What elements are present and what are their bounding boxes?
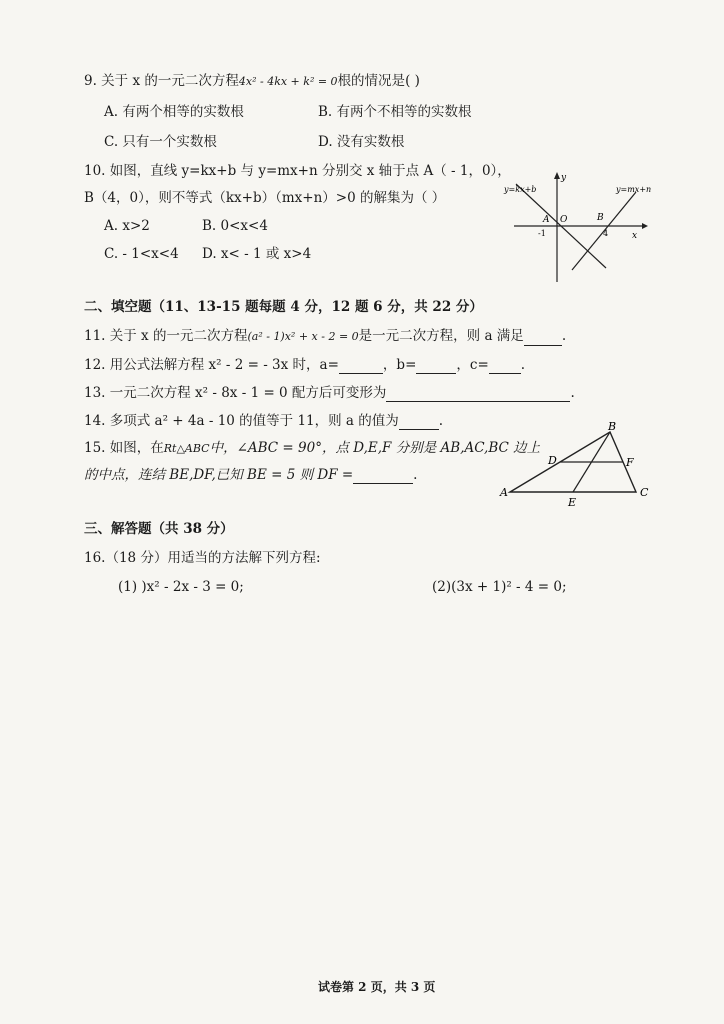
q11-blank[interactable]	[524, 331, 562, 346]
q16-part2: (2)(3x + 1)² - 4 = 0;	[432, 579, 567, 595]
label-y: y	[561, 173, 567, 183]
q13-blank[interactable]	[386, 387, 570, 402]
label-b: B	[597, 213, 604, 223]
label-c: C	[640, 486, 649, 499]
q15-line2: 的中点，连结 BE,DF,已知 BE = 5 则 DF = .	[84, 467, 418, 483]
label-neg1: -1	[538, 229, 546, 238]
q11: 11. 关于 x 的一元二次方程(a² - 1)x² + x - 2 = 0是一元二次方程，则 a 满足 .	[84, 328, 567, 344]
label-e: E	[568, 496, 577, 509]
q12: 12. 用公式法解方程 x² - 2 = - 3x 时，a= ，b= ，c= .	[84, 357, 526, 373]
page-footer: 试卷第 2 页，共 3 页	[318, 980, 436, 994]
q14: 14. 多项式 a² + 4a - 10 的值等于 11，则 a 的值为 .	[84, 413, 444, 429]
q10-option-b: B. 0<x<4	[202, 218, 268, 234]
label-a: A	[500, 486, 508, 499]
q9-stem: 9. 关于 x 的一元二次方程4x² - 4kx + k² = 0根的情况是( )	[84, 73, 420, 89]
q15-figure	[496, 420, 660, 510]
q15-line1: 15. 如图，在Rt△ABC中，∠ABC = 90°，点 D,E,F 分别是 AB,AC,BC 边上	[84, 440, 541, 456]
label-f: F	[626, 456, 634, 469]
q15-blank[interactable]	[353, 469, 413, 484]
q16: 16.（18 分）用适当的方法解下列方程:	[84, 550, 321, 566]
label-d: D	[548, 454, 557, 467]
section3-title: 三、解答题（共 38 分）	[84, 521, 234, 537]
q14-blank[interactable]	[399, 415, 439, 430]
label-o: O	[560, 215, 568, 225]
q9-option-a: A. 有两个相等的实数根	[104, 104, 244, 120]
q10-line1: 10. 如图，直线 y=kx+b 与 y=mx+n 分别交 x 轴于点 A（ - 1，0），	[84, 163, 511, 179]
label-4: 4	[603, 229, 609, 238]
section2-title: 二、填空题（11、13-15 题每题 4 分，12 题 6 分，共 22 分）	[84, 299, 483, 315]
q9-option-c: C. 只有一个实数根	[104, 134, 217, 150]
q10-line2: B（4，0），则不等式（kx+b）（mx+n）>0 的解集为（ ）	[84, 190, 446, 206]
q9-option-b: B. 有两个不相等的实数根	[318, 104, 472, 120]
q10-option-c: C. - 1<x<4	[104, 246, 179, 262]
label-a: A	[543, 215, 550, 225]
q13: 13. 一元二次方程 x² - 8x - 1 = 0 配方后可变形为 .	[84, 385, 575, 401]
label-kx-b: y=kx+b	[504, 185, 537, 194]
q12-blank-b[interactable]	[416, 359, 456, 374]
y-axis-arrow	[554, 172, 560, 179]
q12-blank-c[interactable]	[489, 359, 521, 374]
q16-part1: (1) )x² - 2x - 3 = 0;	[118, 579, 244, 595]
q10-option-a: A. x>2	[104, 218, 150, 234]
label-x: x	[632, 231, 638, 241]
x-axis-arrow	[642, 223, 648, 229]
label-b: B	[608, 420, 617, 433]
q10-option-d: D. x< - 1 或 x>4	[202, 246, 312, 262]
label-mx-n: y=mx+n	[616, 185, 652, 194]
q12-blank-a[interactable]	[339, 359, 383, 374]
q10-figure	[500, 170, 660, 290]
q9-option-d: D. 没有实数根	[318, 134, 405, 150]
